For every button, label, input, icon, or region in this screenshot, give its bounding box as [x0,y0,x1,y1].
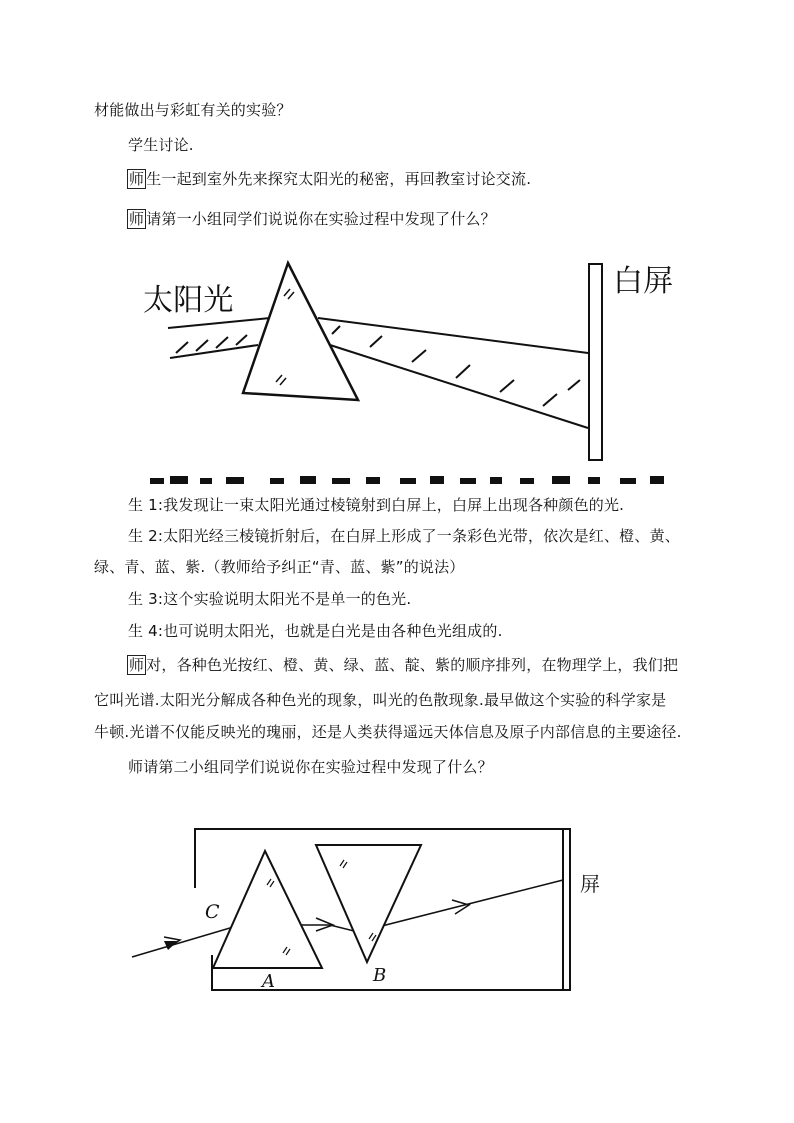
paragraph-1: 材能做出与彩虹有关的实验？ [94,101,292,119]
teacher-mark: 师 [129,170,145,188]
white-screen-label: 白屏 [613,264,674,299]
paragraph-9c: 牛顿.光谱不仅能反映光的瑰丽，还是人类获得遥远天体信息及原子内部信息的主要途径. [94,723,682,741]
paragraph-9b: 它叫光谱.太阳光分解成各种色光的现象，叫光的色散现象.最早做这个实验的科学家是 [94,691,667,709]
paragraph-8: 生 4:也可说明太阳光，也就是白光是由各种色光组成的. [128,622,503,640]
teacher-mark: 师 [129,656,145,674]
label-b: B [373,965,387,986]
paragraph-5: 生 1:我发现让一束太阳光通过棱镜射到白屏上，白屏上出现各种颜色的光. [128,496,625,514]
label-c: C [205,901,220,923]
paragraph-7: 生 3:这个实验说明太阳光不是单一的色光. [128,590,412,608]
sunlight-label: 太阳光 [143,283,234,318]
label-a: A [262,971,276,992]
prism-b [316,845,421,962]
paragraph-6b: 绿、青、蓝、紫.（教师给予纠正“青、蓝、紫”的说法） [94,558,465,576]
paragraph-2: 学生讨论. [128,136,194,154]
paragraph-3-text: 生一起到室外先来探究太阳光的秘密，再回教室讨论交流. [146,170,532,188]
prism-a [213,851,322,968]
paragraph-9a-text: 对，各种色光按红、橙、黄、绿、蓝、靛、紫的顺序排列，在物理学上，我们把 [146,656,679,674]
paragraph-4-text: 请第一小组同学们说说你在实验过程中发现了什么？ [146,210,496,228]
paragraph-10: 师请第二小组同学们说说你在实验过程中发现了什么？ [128,758,493,776]
teacher-mark: 师 [129,210,145,228]
screen-label: 屏 [580,872,601,896]
paragraph-6a: 生 2:太阳光经三棱镜折射后，在白屏上形成了一条彩色光带，依次是红、橙、黄、 [128,527,680,545]
